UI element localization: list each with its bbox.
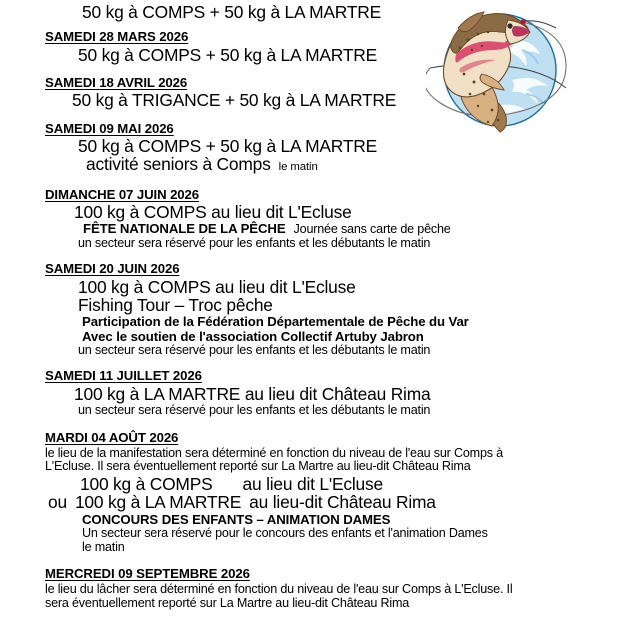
highlight-note-title: FÊTE NATIONALE DE LA PÊCHE: [83, 221, 286, 237]
entry-date-heading: SAMEDI 09 MAI 2026: [45, 120, 174, 136]
sub-note: un secteur sera réservé pour les enfants et les débutants le matin: [78, 403, 431, 418]
location-disclaimer: le lieu du lâcher sera déterminé en fonction du niveau de l'eau sur Comps à L'Ecluse. Il: [45, 582, 513, 597]
option-place: au lieu dit L'Ecluse: [242, 474, 383, 495]
entry-date-heading: DIMANCHE 07 JUIN 2026: [45, 186, 200, 202]
quantity-line: 50 kg à COMPS + 50 kg à LA MARTRE: [78, 135, 378, 156]
partner-note: Participation de la Fédération Départementale de Pêche du Var: [82, 314, 469, 330]
entry-date-heading: SAMEDI 18 AVRIL 2026: [45, 75, 188, 91]
entry-date-heading: SAMEDI 11 JUILLET 2026: [45, 368, 202, 384]
activity-time: le matin: [278, 161, 318, 174]
sub-note: Un secteur sera réservé pour le concours des enfants et l'animation Dames: [82, 526, 488, 541]
schedule-entry: [0, 76, 640, 110]
highlight-note: [83, 222, 640, 236]
activity-line: [86, 156, 640, 173]
option-prefix: ou: [48, 492, 67, 513]
event-name-line: Fishing Tour – Troc pêche: [78, 295, 273, 316]
quantity-option-line: [80, 476, 640, 493]
activity-text: activité seniors à Comps: [86, 154, 271, 175]
quantity-option-line: [48, 494, 640, 511]
schedule-entry: [0, 431, 640, 554]
entry-date-heading: SAMEDI 20 JUIN 2026: [45, 261, 180, 277]
quantity-line: 100 kg à COMPS au lieu dit L'Ecluse: [74, 201, 352, 222]
sub-note: un secteur sera réservé pour les enfants et les débutants le matin: [78, 342, 431, 357]
option-place: au lieu-dit Château Rima: [249, 492, 436, 513]
quantity-line: 50 kg à COMPS + 50 kg à LA MARTRE: [78, 44, 378, 65]
schedule-entry: [0, 262, 640, 356]
schedule-entry: [0, 567, 640, 609]
schedule-entry: [0, 122, 640, 174]
location-disclaimer: sera éventuellement reporté sur La Martre au lieu-dit Château Rima: [45, 596, 410, 611]
option-quantity: 100 kg à LA MARTRE: [74, 492, 242, 513]
location-disclaimer: le lieu de la manifestation sera déterminé en fonction du niveau de l'eau sur Comps à: [45, 445, 503, 460]
entry-date-heading: MARDI 04 AOÛT 2026: [45, 429, 179, 445]
quantity-line: 50 kg à COMPS + 50 kg à LA MARTRE: [82, 2, 382, 22]
partner-note: Avec le soutien de l'association Collectif Artuby Jabron: [82, 328, 424, 344]
highlight-note-detail: Journée sans carte de pêche: [293, 222, 451, 237]
sub-note: le matin: [82, 539, 125, 554]
quantity-line: 100 kg à LA MARTRE au lieu dit Château Rima: [74, 383, 431, 404]
schedule-entry: [0, 30, 640, 64]
highlight-note-title: CONCOURS DES ENFANTS – ANIMATION DAMES: [82, 511, 391, 527]
quantity-line: 100 kg à COMPS au lieu dit L'Ecluse: [78, 276, 356, 297]
sub-note: un secteur sera réservé pour les enfants et les débutants le matin: [78, 235, 431, 250]
option-quantity: 100 kg à COMPS: [80, 474, 213, 495]
location-disclaimer: L'Ecluse. Il sera éventuellement reporté sur La Martre au lieu-dit Château Rima: [45, 459, 471, 474]
quantity-line: 50 kg à TRIGANCE + 50 kg à LA MARTRE: [72, 90, 397, 111]
schedule-entry: [0, 369, 640, 416]
entry-date-heading: MERCREDI 09 SEPTEMBRE 2026: [45, 566, 250, 582]
schedule-entry: [0, 188, 640, 250]
entry-date-heading: SAMEDI 28 MARS 2026: [45, 29, 189, 45]
